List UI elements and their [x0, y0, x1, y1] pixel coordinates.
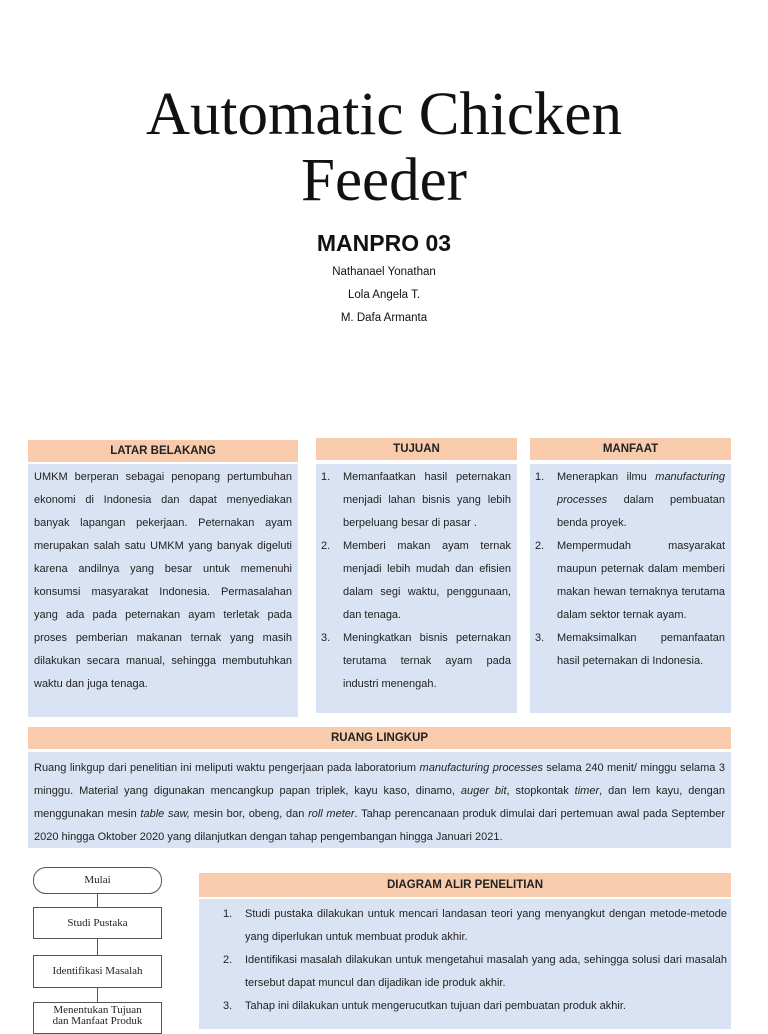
- manfaat-item-3: 3. Memaksimalkan pemanfaatan hasil peternakan di Indonesia.: [535, 632, 725, 667]
- flowchart-step-studi-pustaka: Studi Pustaka: [33, 907, 162, 939]
- author-3: M. Dafa Armanta: [340, 312, 428, 324]
- flowchart-connector-1: [97, 894, 98, 907]
- author-2: Lola Angela T.: [347, 289, 421, 301]
- subtitle: MANPRO 03: [316, 230, 452, 256]
- ruang-heading: RUANG LINGKUP: [28, 727, 731, 749]
- flowchart-step-identifikasi: Identifikasi Masalah: [33, 955, 162, 988]
- page-title: [0, 82, 768, 214]
- author-1: Nathanael Yonathan: [332, 266, 436, 278]
- latar-heading: LATAR BELAKANG: [28, 440, 298, 462]
- flowchart-start: Mulai: [33, 867, 162, 894]
- flowchart-step-tujuan: Menentukan Tujuan dan Manfaat Produk: [33, 1002, 162, 1034]
- manfaat-item-2: 2. Mempermudah masyarakat maupun peternak dalam memberi makan hewan ternaknya terutama dalam sektor ternak ayam.: [535, 540, 725, 621]
- tujuan-item-3: 3. Meningkatkan bisnis peternakan terutama ternak ayam pada industri menengah.: [321, 632, 511, 690]
- tujuan-heading: TUJUAN: [316, 438, 517, 460]
- latar-text: UMKM berperan sebagai penopang pertumbuhan ekonomi di Indonesia dan dapat menyediakan banyak lapangan pekerjaan. Peternakan ayam merupakan salah satu UMKM yang banyak digeluti karena andilnya yang besar untuk memenuhi konsumsi masyarakat Indonesia. Permasalahan yang ada pada peternakan ayam terletak pada proses pemberian makanan ternak yang masih dilakukan secara manual, sehingga membutuhkan waktu dan juga tenaga.: [34, 471, 292, 690]
- latar-panel: [28, 464, 298, 717]
- tujuan-item-2: 2. Memberi makan ayam ternak menjadi lebih mudah dan efisien dalam segi waktu, penggunaan, dan tenaga.: [321, 540, 511, 621]
- manfaat-heading: MANFAAT: [530, 438, 731, 460]
- title-line-1: Automatic Chicken: [145, 81, 623, 148]
- diagram-panel: [199, 899, 731, 1029]
- manfaat-panel: [530, 464, 731, 713]
- tujuan-item-1: 1. Memanfaatkan hasil peternakan menjadi lahan bisnis yang lebih berpeluang besar di pasar .: [321, 471, 511, 529]
- flowchart-connector-3: [97, 988, 98, 1002]
- ruang-panel: Ruang linkgup dari penelitian ini meliputi waktu pengerjaan pada laboratorium manufacturing processes selama 240 menit/ minggu selama 3 minggu. Material yang digunakan mencangkup papan triplek, kayu kaso, dinamo, auger bit, stopkontak timer, dan lem kayu, dengan menggunakan mesin table saw, mesin bor, obeng, dan roll meter. Tahap perencanaan produk dimulai dari pertemuan awal pada September 2020 hingga Oktober 2020 yang dilanjutkan dengan tahap pengembangan hingga Januari 2021.: [28, 752, 731, 848]
- manfaat-list: [530, 466, 725, 673]
- diagram-heading: DIAGRAM ALIR PENELITIAN: [199, 873, 731, 897]
- diagram-item-2: 2. Identifikasi masalah dilakukan untuk mengetahui masalah yang ada, sehingga solusi dari masalah tersebut dapat muncul dan dijadikan ide produk akhir.: [223, 954, 727, 989]
- tujuan-list: [316, 466, 511, 696]
- title-line-2: Feeder: [301, 147, 467, 214]
- diagram-item-3: 3. Tahap ini dilakukan untuk mengerucutkan tujuan dari pembuatan produk akhir.: [223, 1000, 626, 1012]
- diagram-item-1: 1. Studi pustaka dilakukan untuk mencari landasan teori yang menyangkut dengan metode-metode yang diperlukan untuk membuat produk akhir.: [223, 908, 727, 943]
- diagram-list: [199, 903, 731, 1018]
- flowchart-connector-2: [97, 939, 98, 955]
- tujuan-panel: [316, 464, 517, 713]
- manfaat-item-1: 1. Menerapkan ilmu manufacturing processes dalam pembuatan benda proyek.: [535, 471, 725, 529]
